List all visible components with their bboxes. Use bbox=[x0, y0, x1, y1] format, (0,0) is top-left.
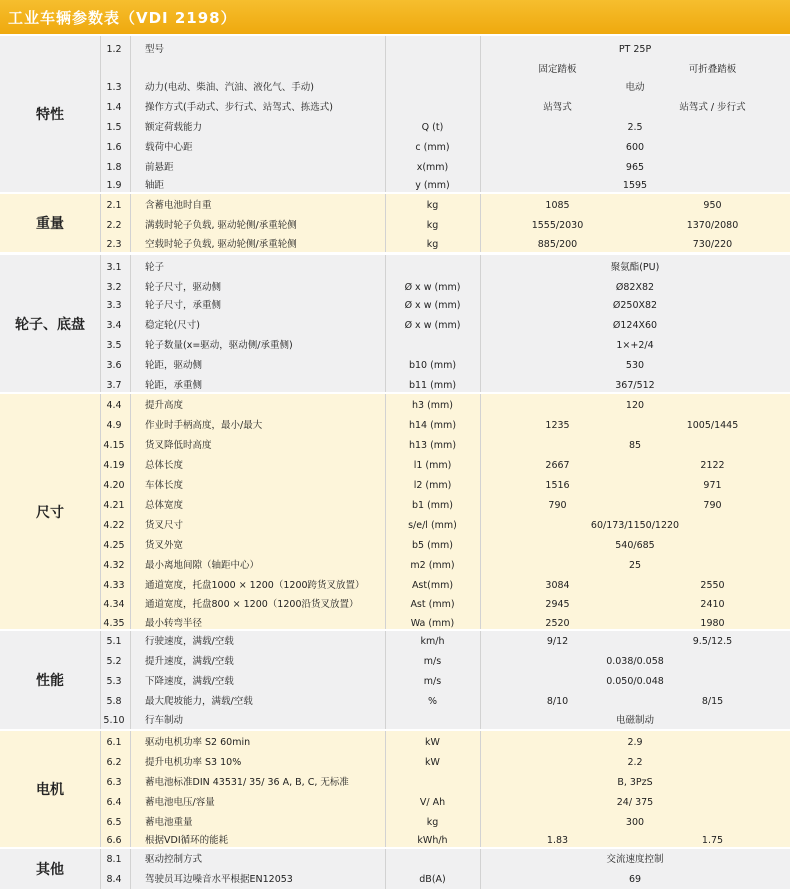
row-number: 3.2 bbox=[106, 282, 122, 293]
row-number: 3.3 bbox=[106, 300, 122, 311]
row-parameter: 最大爬坡能力，满载/空载 bbox=[145, 696, 253, 707]
table-row bbox=[0, 235, 790, 255]
row-parameter: 轮子数量(x=驱动，驱动侧/承重侧) bbox=[145, 340, 293, 351]
row-parameter: 轮子 bbox=[145, 262, 165, 273]
row-unit: x(mm) bbox=[416, 162, 449, 173]
row-number: 2.2 bbox=[106, 220, 122, 231]
row-number: 1.4 bbox=[106, 102, 122, 113]
row-number: 8.1 bbox=[106, 854, 122, 865]
row-unit: h3 (mm) bbox=[411, 400, 453, 411]
row-number: 4.33 bbox=[103, 580, 125, 591]
row-value-fixed-pedal: 9/12 bbox=[546, 636, 569, 647]
row-value: 24/ 375 bbox=[616, 797, 654, 808]
row-parameter: 动力(电动、柴油、汽油、液化气、手动) bbox=[145, 82, 314, 93]
row-value-fixed-pedal: 885/200 bbox=[537, 239, 578, 250]
row-parameter: 行车制动 bbox=[145, 715, 184, 726]
table-row bbox=[0, 831, 790, 851]
row-parameter: 车体长度 bbox=[145, 480, 184, 491]
table-row bbox=[0, 870, 790, 890]
row-parameter: 最小转弯半径 bbox=[145, 618, 203, 629]
row-unit: b11 (mm) bbox=[408, 380, 457, 391]
row-parameter: 驱动控制方式 bbox=[145, 854, 203, 865]
row-number: 1.5 bbox=[106, 122, 122, 133]
table-row bbox=[0, 692, 790, 712]
row-value: 69 bbox=[628, 874, 642, 885]
table-row bbox=[0, 536, 790, 556]
table-row bbox=[0, 733, 790, 753]
row-value: 540/685 bbox=[615, 540, 655, 551]
row-number: 3.1 bbox=[106, 262, 122, 273]
row-value-folding-pedal: 1370/2080 bbox=[686, 220, 739, 231]
row-unit: h13 (mm) bbox=[408, 440, 457, 451]
table-row bbox=[0, 496, 790, 516]
row-value-folding-pedal: 1.75 bbox=[701, 835, 724, 846]
row-number: 1.6 bbox=[106, 142, 122, 153]
row-parameter: 行驶速度，满载/空载 bbox=[145, 636, 234, 647]
table-row bbox=[0, 296, 790, 316]
row-value: 965 bbox=[625, 162, 645, 173]
row-parameter: 驾驶员耳边噪音水平根据EN12053 bbox=[145, 874, 293, 885]
table-row bbox=[0, 336, 790, 356]
row-number: 1.8 bbox=[106, 162, 122, 173]
row-parameter: 轮距，承重侧 bbox=[145, 380, 203, 391]
row-unit: h14 (mm) bbox=[408, 420, 457, 431]
row-number: 1.9 bbox=[106, 180, 122, 191]
table-row bbox=[0, 118, 790, 138]
row-value: 2.5 bbox=[627, 122, 643, 133]
table-row bbox=[0, 176, 790, 196]
row-parameter: 通道宽度，托盘1000 × 1200（1200跨货叉放置） bbox=[145, 580, 365, 591]
row-number: 6.6 bbox=[106, 835, 122, 846]
row-value-folding-pedal: 2122 bbox=[700, 460, 725, 471]
row-unit: m/s bbox=[423, 676, 442, 687]
row-number: 6.2 bbox=[106, 757, 122, 768]
row-number: 1.3 bbox=[106, 82, 122, 93]
table-row bbox=[0, 773, 790, 793]
row-value-folding-pedal: 9.5/12.5 bbox=[692, 636, 733, 647]
row-number: 4.32 bbox=[103, 560, 125, 571]
row-value: 2.2 bbox=[627, 757, 643, 768]
table-row bbox=[0, 416, 790, 436]
row-value-fixed-pedal: 1085 bbox=[545, 200, 570, 211]
row-unit: b1 (mm) bbox=[411, 500, 453, 511]
row-value: 530 bbox=[625, 360, 645, 371]
section-label: 电机 bbox=[36, 782, 64, 798]
row-parameter: 轮距，驱动侧 bbox=[145, 360, 203, 371]
row-number: 2.3 bbox=[106, 239, 122, 250]
row-parameter: 轮子尺寸，承重侧 bbox=[145, 300, 222, 311]
row-number: 5.8 bbox=[106, 696, 122, 707]
row-parameter: 载荷中心距 bbox=[145, 142, 193, 153]
table-row bbox=[0, 138, 790, 158]
row-unit: Ast(mm) bbox=[411, 580, 454, 591]
row-value: 0.038/0.058 bbox=[606, 656, 664, 667]
row-value: 聚氨酯(PU) bbox=[610, 262, 660, 273]
row-number: 4.22 bbox=[103, 520, 125, 531]
table-row bbox=[0, 850, 790, 870]
row-number: 3.6 bbox=[106, 360, 122, 371]
row-parameter: 根据VDI循环的能耗 bbox=[145, 835, 229, 846]
row-unit: V/ Ah bbox=[419, 797, 446, 808]
row-parameter: 总体宽度 bbox=[145, 500, 184, 511]
row-unit: y (mm) bbox=[415, 180, 450, 191]
table-row bbox=[0, 476, 790, 496]
row-number: 8.4 bbox=[106, 874, 122, 885]
row-number: 4.25 bbox=[103, 540, 125, 551]
row-value-folding-pedal: 站驾式 / 步行式 bbox=[679, 102, 746, 113]
row-number: 1.2 bbox=[106, 44, 122, 55]
table-row bbox=[0, 632, 790, 652]
row-unit: s/e/l (mm) bbox=[408, 520, 457, 531]
section-label: 特性 bbox=[36, 107, 64, 123]
table-row bbox=[0, 556, 790, 576]
row-value: 电动 bbox=[625, 82, 645, 93]
row-number: 4.34 bbox=[103, 599, 125, 610]
row-parameter: 操作方式(手动式、步行式、站驾式、拣选式) bbox=[145, 102, 333, 113]
row-value: 300 bbox=[625, 817, 645, 828]
table-row bbox=[0, 78, 790, 98]
row-value-fixed-pedal: 2667 bbox=[545, 460, 570, 471]
row-value-folding-pedal: 1005/1445 bbox=[686, 420, 739, 431]
row-value-fixed-pedal: 3084 bbox=[545, 580, 570, 591]
row-number: 2.1 bbox=[106, 200, 122, 211]
row-value-folding-pedal: 8/15 bbox=[701, 696, 724, 707]
row-unit: m2 (mm) bbox=[410, 560, 455, 571]
section-label: 重量 bbox=[36, 216, 64, 232]
table-row bbox=[0, 652, 790, 672]
row-parameter: 货叉尺寸 bbox=[145, 520, 184, 531]
row-value-folding-pedal: 971 bbox=[703, 480, 722, 491]
row-parameter: 通道宽度，托盘800 × 1200（1200沿货叉放置） bbox=[145, 599, 359, 610]
section-label: 尺寸 bbox=[36, 504, 64, 521]
row-value-folding-pedal: 950 bbox=[703, 200, 722, 211]
row-value-fixed-pedal: 1.83 bbox=[546, 835, 569, 846]
section-label: 其他 bbox=[36, 862, 64, 878]
row-value-fixed-pedal: 站驾式 bbox=[543, 102, 572, 113]
table-row bbox=[0, 98, 790, 118]
row-unit: Ø x w (mm) bbox=[404, 282, 461, 293]
row-value: 电磁制动 bbox=[615, 715, 654, 726]
row-unit: Wa (mm) bbox=[410, 618, 455, 629]
row-unit: km/h bbox=[420, 636, 445, 647]
table-row bbox=[0, 456, 790, 476]
row-parameter: 货叉降低时高度 bbox=[145, 440, 212, 451]
table-row bbox=[0, 595, 790, 615]
row-parameter: 提升电机功率 S3 10% bbox=[145, 757, 242, 768]
row-number: 6.3 bbox=[106, 777, 122, 788]
row-parameter: 蓄电池标准DIN 43531/ 35/ 36 A, B, C, 无标准 bbox=[145, 777, 349, 788]
row-parameter: 驱动电机功率 S2 60min bbox=[145, 737, 251, 748]
row-number: 4.4 bbox=[106, 400, 122, 411]
row-number: 3.4 bbox=[106, 320, 122, 331]
page-title: 工业车辆参数表（VDI 2198） bbox=[8, 9, 237, 27]
row-parameter: 轮子尺寸，驱动侧 bbox=[145, 282, 222, 293]
row-value: 2.9 bbox=[627, 737, 643, 748]
row-number: 3.7 bbox=[106, 380, 122, 391]
table-row bbox=[0, 436, 790, 456]
row-parameter: 下降速度，满载/空载 bbox=[145, 676, 234, 687]
row-unit: b5 (mm) bbox=[411, 540, 453, 551]
row-number: 5.10 bbox=[103, 715, 125, 726]
row-value-fixed-pedal: 2945 bbox=[545, 599, 570, 610]
table-row bbox=[0, 316, 790, 336]
row-unit: kW bbox=[425, 757, 440, 768]
row-unit: % bbox=[427, 696, 438, 707]
row-value: 交流速度控制 bbox=[606, 854, 664, 865]
table-row bbox=[0, 258, 790, 278]
title-bar bbox=[0, 0, 790, 34]
row-number: 5.1 bbox=[106, 636, 122, 647]
row-value: 1595 bbox=[622, 180, 648, 191]
row-parameter: 空载时轮子负载, 驱动轮侧/承重轮侧 bbox=[145, 239, 297, 250]
row-parameter: 作业时手柄高度，最小/最大 bbox=[145, 420, 263, 431]
row-unit: dB(A) bbox=[419, 874, 446, 885]
row-number: 6.5 bbox=[106, 817, 122, 828]
table-row bbox=[0, 672, 790, 692]
row-number: 4.35 bbox=[103, 618, 125, 629]
row-value: 85 bbox=[628, 440, 642, 451]
row-parameter: 型号 bbox=[145, 44, 165, 55]
table-row bbox=[0, 158, 790, 178]
row-parameter: 满载时轮子负载, 驱动轮侧/承重轮侧 bbox=[145, 220, 297, 231]
row-parameter: 稳定轮(尺寸) bbox=[145, 320, 200, 331]
row-unit: l1 (mm) bbox=[413, 460, 452, 471]
row-value-folding-pedal: 790 bbox=[703, 500, 722, 511]
row-unit: Q (t) bbox=[421, 122, 444, 133]
row-parameter: 货叉外宽 bbox=[145, 540, 184, 551]
section-label: 轮子、底盘 bbox=[15, 316, 85, 333]
row-value: PT 25P bbox=[618, 44, 652, 55]
row-unit: kg bbox=[426, 239, 439, 250]
row-number: 4.19 bbox=[103, 460, 125, 471]
row-value-fixed-pedal: 1555/2030 bbox=[531, 220, 584, 231]
row-unit: m/s bbox=[423, 656, 442, 667]
row-value: Ø82X82 bbox=[615, 282, 655, 293]
row-unit: Ø x w (mm) bbox=[404, 320, 461, 331]
table-row bbox=[0, 376, 790, 396]
row-value-folding-pedal: 2550 bbox=[700, 580, 725, 591]
table-row bbox=[0, 793, 790, 813]
table-row bbox=[0, 516, 790, 536]
row-unit: b10 (mm) bbox=[408, 360, 457, 371]
row-value-fixed-pedal: 1516 bbox=[545, 480, 570, 491]
row-parameter: 额定荷载能力 bbox=[145, 122, 203, 133]
table-row bbox=[0, 196, 790, 216]
row-unit: l2 (mm) bbox=[413, 480, 452, 491]
row-value: 25 bbox=[628, 560, 642, 571]
row-unit: kg bbox=[426, 220, 439, 231]
row-unit: kg bbox=[426, 817, 439, 828]
row-number: 4.9 bbox=[106, 420, 122, 431]
row-number: 4.21 bbox=[103, 500, 125, 511]
row-number: 4.15 bbox=[103, 440, 125, 451]
row-value-fixed-pedal: 2520 bbox=[545, 618, 570, 629]
row-number: 6.1 bbox=[106, 737, 122, 748]
row-parameter: 含蓄电池时自重 bbox=[145, 200, 212, 211]
table-row bbox=[0, 711, 790, 731]
row-value-fixed-pedal: 1235 bbox=[545, 420, 570, 431]
row-number: 5.3 bbox=[106, 676, 122, 687]
table-row bbox=[0, 813, 790, 833]
row-value-fixed-pedal: 8/10 bbox=[546, 696, 569, 707]
row-value: Ø250X82 bbox=[612, 300, 658, 311]
row-value-fixed-pedal: 790 bbox=[548, 500, 567, 511]
row-value: 120 bbox=[625, 400, 645, 411]
row-parameter: 提升高度 bbox=[145, 400, 184, 411]
row-value: 0.050/0.048 bbox=[606, 676, 664, 687]
row-value: 600 bbox=[625, 142, 645, 153]
row-unit: kg bbox=[426, 200, 439, 211]
row-value: B, 3PzS bbox=[617, 777, 653, 788]
table-row bbox=[0, 278, 790, 298]
table-row bbox=[0, 356, 790, 376]
table-row bbox=[0, 753, 790, 773]
row-parameter: 轴距 bbox=[145, 180, 165, 191]
row-number: 6.4 bbox=[106, 797, 122, 808]
row-unit: kWh/h bbox=[417, 835, 448, 846]
row-number: 3.5 bbox=[106, 340, 122, 351]
row-parameter: 总体长度 bbox=[145, 460, 184, 471]
row-value-folding-pedal: 可折叠踏板 bbox=[688, 64, 737, 75]
row-parameter: 最小离地间隙（轴距中心） bbox=[145, 560, 260, 571]
row-value: Ø124X60 bbox=[612, 320, 658, 331]
section-label: 性能 bbox=[36, 673, 64, 689]
row-value-fixed-pedal: 固定踏板 bbox=[538, 64, 577, 75]
row-value: 60/173/1150/1220 bbox=[590, 520, 680, 531]
table-row bbox=[0, 40, 790, 60]
row-value-folding-pedal: 2410 bbox=[700, 599, 725, 610]
row-number: 5.2 bbox=[106, 656, 122, 667]
row-unit: kW bbox=[425, 737, 440, 748]
row-unit: Ø x w (mm) bbox=[404, 300, 461, 311]
row-value-folding-pedal: 1980 bbox=[700, 618, 725, 629]
row-parameter: 前悬距 bbox=[145, 162, 174, 173]
row-number: 4.20 bbox=[103, 480, 125, 491]
table-row bbox=[0, 576, 790, 596]
row-unit: Ast (mm) bbox=[410, 599, 455, 610]
row-parameter: 提升速度，满载/空载 bbox=[145, 656, 234, 667]
table-row bbox=[0, 216, 790, 236]
row-parameter: 蓄电池电压/容量 bbox=[145, 797, 215, 808]
row-value-folding-pedal: 730/220 bbox=[692, 239, 733, 250]
row-parameter: 蓄电池重量 bbox=[145, 817, 193, 828]
row-value: 367/512 bbox=[615, 380, 655, 391]
row-unit: c (mm) bbox=[415, 142, 450, 153]
table-row bbox=[0, 60, 790, 80]
row-value: 1×+2/4 bbox=[616, 340, 654, 351]
table-row bbox=[0, 396, 790, 416]
